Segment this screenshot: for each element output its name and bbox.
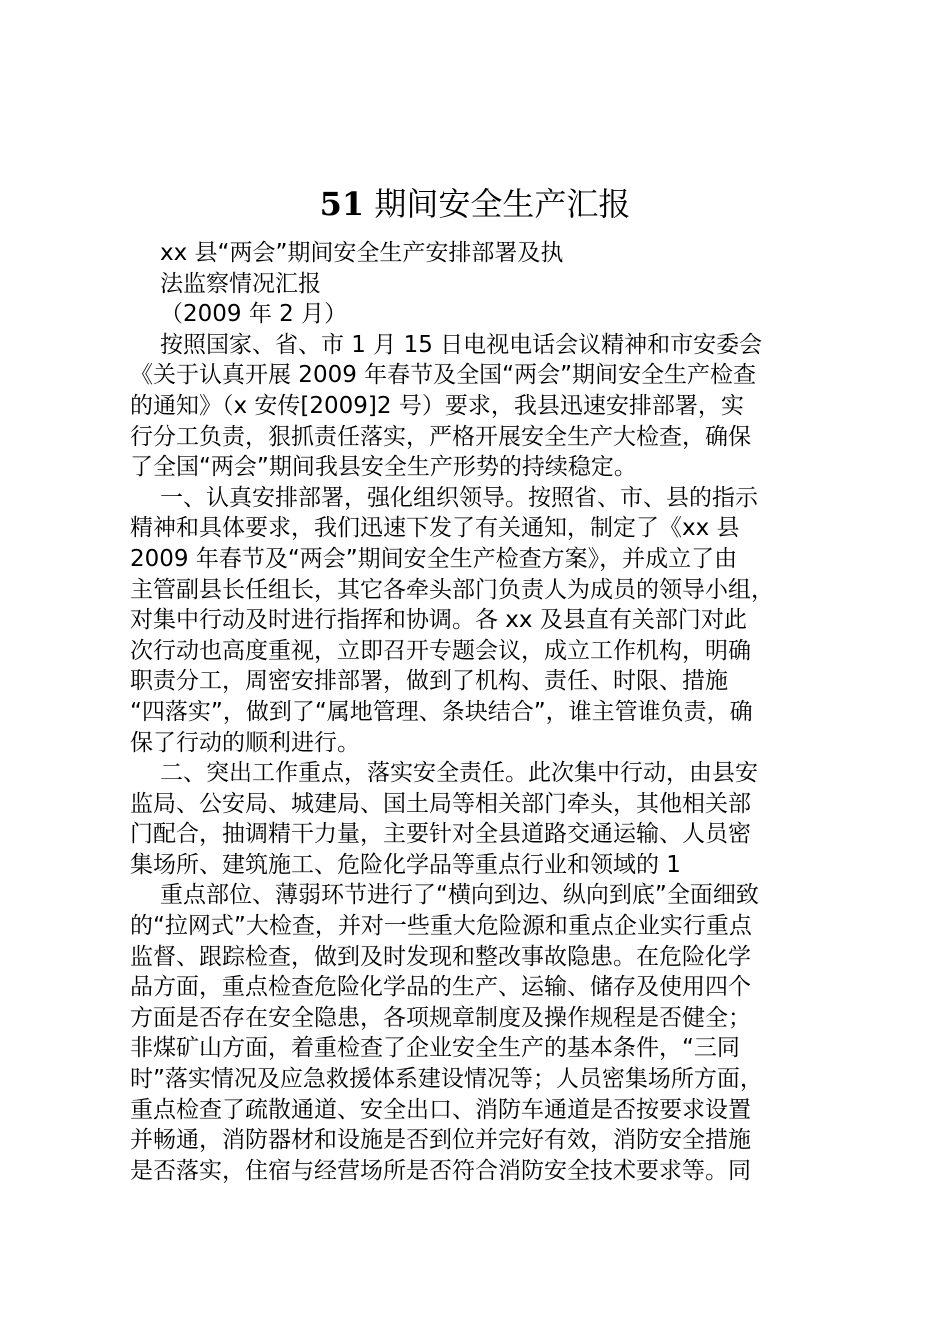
document-body [130, 238, 830, 1186]
body-line: 次行动也高度重视，立即召开专题会议，成立工作机构，明确 [130, 637, 751, 664]
body-line: 时”落实情况及应急救援体系建设情况等；人员密集场所方面， [130, 1066, 763, 1093]
body-line: “四落实”，做到了“属地管理、条块结合”，谁主管谁负责，确 [130, 698, 753, 725]
body-line: xx 县“两会”期间安全生产安排部署及执 [160, 240, 564, 266]
title-number: 51 [319, 185, 365, 223]
body-line: 按照国家、省、市 1 月 15 日电视电话会议精神和市安委会 [160, 331, 763, 358]
body-line: 主管副县长任组长，其它各牵头部门负责人为成员的领导小组， [130, 576, 774, 603]
document-title [0, 180, 950, 228]
title-text: 期间安全生产汇报 [374, 185, 631, 223]
body-line: 重点部位、薄弱环节进行了“横向到边、纵向到底”全面细致 [160, 882, 759, 909]
body-line: 对集中行动及时进行指挥和协调。各 xx 及县直有关部门对此 [130, 607, 747, 634]
body-line: 2009 年春节及“两会”期间安全生产检查方案》，并成立了由 [130, 545, 738, 572]
body-line: 《关于认真开展 2009 年春节及全国“两会”期间安全生产检查 [130, 362, 756, 389]
body-line: 一、认真安排部署，强化组织领导。按照省、市、县的指示 [160, 484, 758, 511]
body-line: 监督、跟踪检查，做到及时发现和整改事故隐患。在危险化学 [130, 943, 751, 970]
body-line: 职责分工，周密安排部署，做到了机构、责任、时限、措施 [130, 668, 728, 695]
body-line: 重点检查了疏散通道、安全出口、消防车通道是否按要求设置 [130, 1096, 751, 1123]
body-line: 法监察情况汇报 [160, 270, 321, 297]
body-line: 集场所、建筑施工、危险化学品等重点行业和领域的 1 [130, 851, 681, 878]
body-line: 行分工负责，狠抓责任落实，严格开展安全生产大检查，确保 [130, 423, 751, 450]
body-line: 是否落实，住宿与经营场所是否符合消防安全技术要求等。同 [130, 1157, 751, 1184]
body-line: 的通知》（x 安传[2009]2 号）要求，我县迅速安排部署，实 [130, 392, 744, 419]
body-line: （2009 年 2 月） [160, 301, 348, 328]
body-line: 非煤矿山方面，着重检查了企业安全生产的基本条件，“三同 [130, 1035, 740, 1062]
body-line: 并畅通，消防器材和设施是否到位并完好有效，消防安全措施 [130, 1127, 751, 1154]
body-line: 监局、公安局、城建局、国土局等相关部门牵头，其他相关部 [130, 790, 751, 817]
body-line: 品方面，重点检查危险化学品的生产、运输、储存及使用四个 [130, 974, 751, 1001]
body-line: 保了行动的顺利进行。 [130, 729, 360, 756]
body-line: 二、突出工作重点，落实安全责任。此次集中行动，由县安 [160, 760, 758, 787]
body-line: 方面是否存在安全隐患，各项规章制度及操作规程是否健全； [130, 1004, 751, 1031]
body-line: 了全国“两会”期间我县安全生产形势的持续稳定。 [130, 454, 637, 481]
body-line: 的“拉网式”大检查，并对一些重大危险源和重点企业实行重点 [130, 913, 752, 940]
body-line: 门配合，抽调精干力量，主要针对全县道路交通运输、人员密 [130, 821, 751, 848]
body-line: 精神和具体要求，我们迅速下发了有关通知，制定了《xx 县 [130, 515, 740, 542]
